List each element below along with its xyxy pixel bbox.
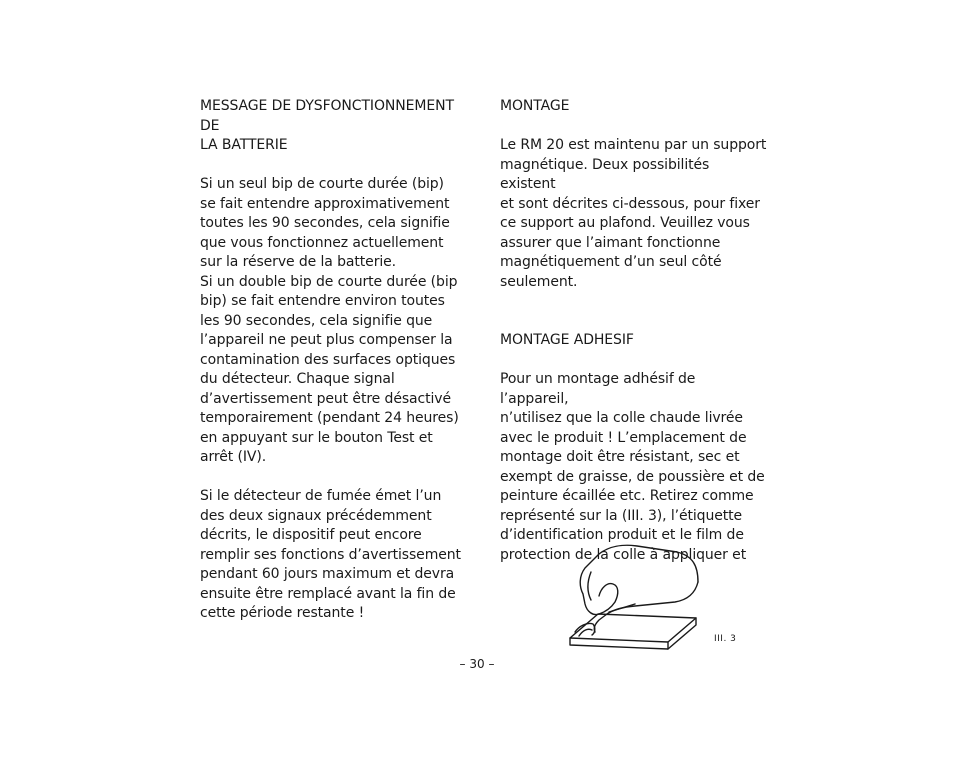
montage-paragraph: Le RM 20 est maintenu par un support magnétique. Deux possibilités existent et sont décrites ci-dessous, pour fixer ce support au plafond. Veuillez vous assurer que l’aimant fonctionne magnétiquement d’un seul côté seulement. [500,137,767,290]
battery-paragraph-1: Si un seul bip de courte durée (bip) se fait entendre approximativement toutes les 90 secondes, cela signifie que vous fonctionnez actuellement sur la réserve de la batterie. [200,176,450,270]
adhesive-mounting-paragraph: Pour un montage adhésif de l’appareil, n’utilisez que la colle chaude livrée avec le produit ! L’emplacement de montage doit être résistant, sec et exempt de graisse, de poussière et de peinture écaillée etc. Retirez comme représenté sur la (III. 3), l’étiquette d’identification produit et le film de protection de la colle à appliquer et [500,371,765,563]
battery-paragraph-3: Si le détecteur de fumée émet l’un des deux signaux précédemment décrits, le dispositif peut encore remplir ses fonctions d’avertissement pendant 60 jours maximum et devra ensuite être remplacé avant la fin de cette période restante ! [200,488,461,621]
figure-caption: III. 3 [714,634,737,644]
battery-heading: MESSAGE DE DYSFONCTIONNEMENT DE LA BATTERIE [200,98,454,153]
adhesive-mounting-heading: MONTAGE ADHESIF [500,332,634,348]
hand-peeling-film-icon [565,542,700,650]
left-column [200,97,462,624]
montage-heading: MONTAGE [500,98,570,114]
battery-paragraph-2: Si un double bip de courte durée (bip bip) se fait entendre environ toutes les 90 secondes, cela signifie que l’appareil ne peut plus compenser la contamination des surfaces optiques du détecteur. Chaque signal d’avertissement peut être désactivé temporairement (pendant 24 heures) en appuyant sur le bouton Test et arrêt (IV). [200,273,459,465]
page-number: – 30 – [459,657,495,671]
right-column [500,97,768,565]
